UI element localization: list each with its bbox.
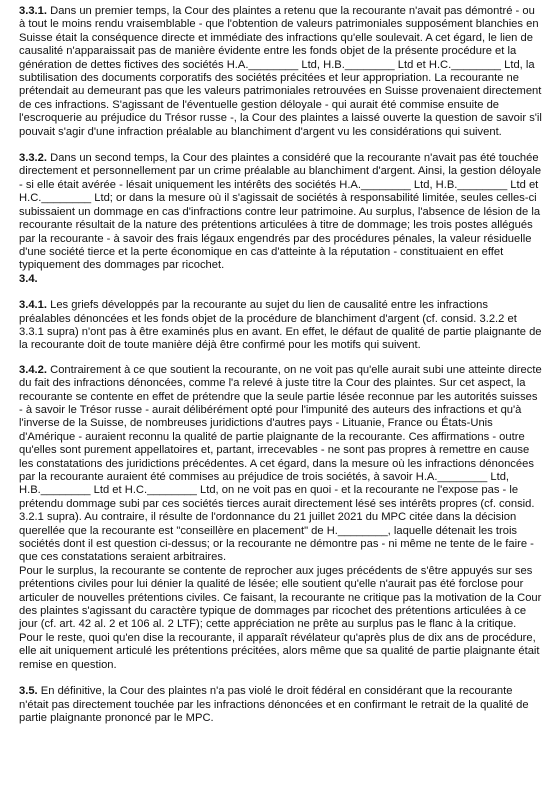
section-text: Les griefs développés par la recourante au sujet du lien de causalité entre les infractions préalables dénoncées et les fonds objet de la procédure de blanchiment d'argent (cf. consid. 3.2.2 et 3.3.1 supra) n'ont pas à être examinés plus en avant. En effet, le défaut de qualité de partie plaignante de la recourante doit de toute manière déjà être confirmé pour les motifs qui suivent. [19, 299, 542, 352]
section-text: Pour le surplus, la recourante se contente de reprocher aux juges précédents de s'être appuyés sur ses prétentions civiles pour lui dénier la qualité de lésée; elle soutient qu'elle n'aurait pas été forclose pour articuler de nouvelles prétentions civiles. Ce faisant, la recourante ne critique pas la motivation de la Cour des plaintes s'agissant du caractère typique de dommages par ricochet des prétentions articulées à ce jour (cf. art. 42 al. 2 et 106 al. 2 LTF); cette appréciation ne prête au surplus pas le flanc à la critique. Pour le reste, quoi qu'en dise la recourante, il apparaît révélateur qu'après plus de dix ans de procédure, elle ait uniquement articulé les prétentions précitées, alors même que sa qualité de partie plaignante était remise en question. [19, 564, 542, 671]
section-number: 3.5. [19, 685, 38, 698]
section-3-4-heading: 3.4. [19, 272, 38, 285]
section-3-4-2-continued [19, 565, 542, 672]
section-3-5 [19, 685, 542, 725]
section-text: Dans un premier temps, la Cour des plaintes a retenu que la recourante n'avait pas démontré - ou à tout le moins rendu vraisemblable - que l'obtention de valeurs patrimoniales supposément blanchies en Suisse était la conséquence directe et immédiate des infractions qu'elle soulevait. A cet égard, le lien de causalité n'apparaissait pas de manière évidente entre les fonds objet de la présente procédure et la génération de dettes fictives des sociétés H.A.________ Ltd, H.B.________ Ltd et H.C.________ Ltd, la subtilisation des documents corporatifs des sociétés précitées et leur appropriation. La recourante ne prétendait au demeurant pas que les valeurs patrimoniales retrouvées en Suisse provenaient directement de ces infractions. S'agissant de l'éventuelle gestion déloyale - qui aurait été commise ensuite de l'escroquerie au préjudice du Trésor russe -, la Cour des plaintes a laissé ouverte la question de savoir s'il pouvait s'agir d'une infraction préalable au blanchiment d'argent vu les considérations qui suivent. [19, 5, 542, 138]
section-text: Contrairement à ce que soutient la recourante, on ne voit pas qu'elle aurait subi une atteinte directe du fait des infractions dénoncées, comme l'a relevé à juste titre la Cour des plaintes. Sur cet aspect, la recourante se contente en effet de prétendre que la seule partie lésée reconnue par les autorités suisses - à savoir le Trésor russe - aurait délibérément opté pour l'impunité des auteurs des infractions et qu'à l'inverse de la Suisse, de nombreuses juridictions d'autres pays - Lituanie, France ou États-Unis d'Amérique - auraient reconnu la qualité de partie plaignante de la recourante. Ces affirmations - outre qu'elles sont purement appellatoires et, partant, irrecevables - ne sont pas propres à remettre en cause les constatations des juridictions précédentes. A cet égard, dans la mesure où les infractions dénoncées par la recourante auraient été commises au préjudice de trois sociétés, à savoir H.A.________ Ltd, H.B.________ Ltd et H.C.________ Ltd, on ne voit pas en quoi - et la recourante ne l'expose pas - le prétendu dommage subi par ces sociétés tierces aurait directement lésé ses intérêts propres (cf. consid. 3.2.1 supra). Au contraire, il résulte de l'ordonnance du 21 juillet 2021 du MPC citée dans la décision querellée que la recourante est "conseillère en placement" de H.________, laquelle détenait les trois sociétés dont il est question ci-dessus; or la recourante ne démontre pas - ni même ne tente de le faire - que ces constatations seraient arbitraires. [19, 363, 542, 564]
section-number: 3.3.2. [19, 152, 47, 165]
section-3-3-2 [19, 152, 542, 273]
section-text: En définitive, la Cour des plaintes n'a pas violé le droit fédéral en considérant que la recourante n'était pas directement touchée par les infractions dénoncées et en confirmant le retrait de la qualité de partie plaignante prononcé par le MPC. [19, 685, 529, 724]
section-number: 3.3.1. [19, 5, 47, 17]
section-number: 3.4.2. [19, 363, 47, 376]
section-number: 3.4.1. [19, 299, 47, 312]
section-text: Dans un second temps, la Cour des plaintes a considéré que la recourante n'avait pas été touchée directement et personnellement par un crime préalable au blanchiment d'argent. Ainsi, la gestion déloyale - si elle était avérée - lésait uniquement les intérêts des sociétés H.A.________ Ltd, H.B.________ Ltd et H.C.________ Ltd; or dans la mesure où il s'agissait de sociétés à responsabilité limitée, seules celles-ci subissaient un dommage en cas d'infractions contre leur patrimoine. Au surplus, l'absence de lésion de la recourante résultait de la nature des prétentions articulées à titre de dommage; les trois postes allégués par la recourante - à savoir des frais légaux engendrés par des procédures pénales, la valeur résiduelle d'une société tierce et la perte économique en cas d'atteinte à la réputation - constituaient en effet typiquement des dommages par ricochet. [19, 152, 542, 272]
section-3-4-2 [19, 364, 542, 565]
section-3-3-1 [19, 5, 542, 139]
section-3-4-1 [19, 299, 542, 353]
